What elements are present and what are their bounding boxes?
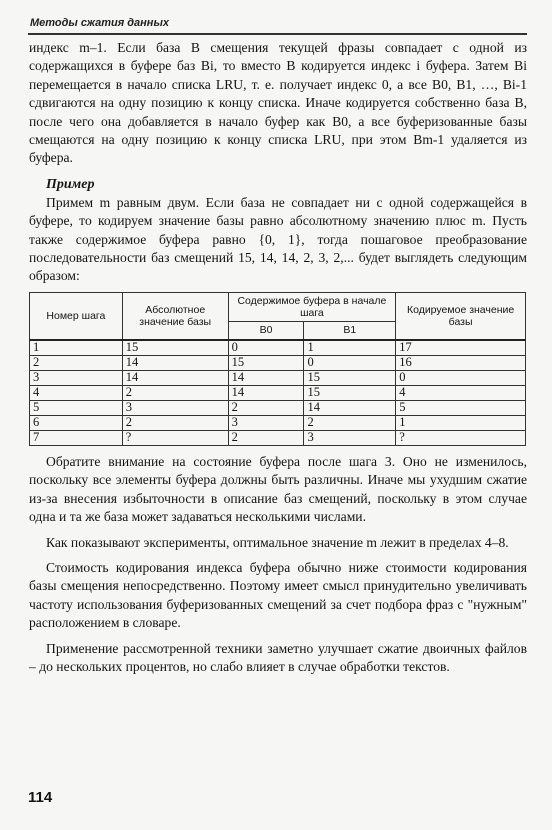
table-row	[30, 355, 526, 370]
buffer-steps-table	[29, 292, 526, 446]
cell-step: 3	[30, 370, 123, 385]
cell-b0: 14	[228, 370, 304, 385]
body-paragraph-buffer-note: Обратите внимание на состояние буфера после шага 3. Оно не изменилось, поскольку все элементы буфера должны быть различны. Иначе мы ухудшим сжатие из-за внесения избыточности в описание баз смещений, поскольку в этом случае одна и та же база может задаваться несколькими числами.	[29, 453, 527, 525]
example-heading: Пример	[46, 176, 95, 192]
cell-absolute: 2	[122, 415, 228, 430]
body-paragraph-conclusion: Применение рассмотренной техники заметно улучшает сжатие двоичных файлов – до нескольких процентов, но слабо влияет в случае обработки текстов.	[29, 640, 527, 674]
page-body	[29, 39, 527, 676]
example-paragraph: Примем m равным двум. Если база не совпадает ни с одной содержащейся в буфере, то кодируем значение базы равно абсолютному значению плюс m. Пусть также содержимое буфера равно {0, 1}, тогда пошаговое преобразование последовательности баз смещений 15, 14, 14, 2, 3, 2,... будет выглядеть следующим образом:	[29, 194, 527, 284]
cell-b1: 15	[304, 385, 396, 400]
cell-absolute: 14	[122, 370, 228, 385]
table-row	[30, 430, 526, 445]
col-header-absolute: Абсолютное значение базы	[122, 292, 228, 340]
cell-absolute: 2	[122, 385, 228, 400]
cell-step: 1	[30, 340, 123, 356]
col-header-step: Номер шага	[30, 292, 123, 340]
table-row	[30, 340, 526, 356]
cell-step: 4	[30, 385, 123, 400]
cell-step: 6	[30, 415, 123, 430]
col-header-encoded: Кодируемое значение базы	[396, 292, 526, 340]
cell-encoded: 0	[396, 370, 526, 385]
cell-absolute: ?	[122, 430, 228, 445]
table-row	[30, 415, 526, 430]
cell-b0: 14	[228, 385, 304, 400]
intro-paragraph: индекс m–1. Если база B смещения текущей фразы совпадает с одной из содержащихся в буфере баз Bi, то вместо B кодируется индекс i буфера. Затем Bi перемещается в начало списка LRU, т. е. получает индекс 0, а все B0, B1, …, Bi-1 сдвигаются на одну позицию к концу списка. Иначе кодируется собственно база B, после чего она добавляется в начало буфер как B0, а все буферизованные базы смещаются на одну позицию к концу списка LRU, при этом Bm-1 удаляется из буфера.	[29, 40, 527, 166]
cell-encoded: 4	[396, 385, 526, 400]
cell-b1: 15	[304, 370, 396, 385]
table-row	[30, 370, 526, 385]
cell-b1: 14	[304, 400, 396, 415]
cell-step: 5	[30, 400, 123, 415]
col-header-buffer: Содержимое буфера в начале шага	[228, 292, 396, 321]
cell-step: 2	[30, 355, 123, 370]
cell-absolute: 14	[122, 355, 228, 370]
table-row	[30, 385, 526, 400]
page-number: 114	[28, 789, 53, 806]
cell-b0: 2	[228, 400, 304, 415]
cell-b0: 15	[228, 355, 304, 370]
cell-absolute: 3	[122, 400, 228, 415]
col-header-b0: B0	[228, 321, 304, 340]
body-paragraph-optimal-m: Как показывают эксперименты, оптимальное значение m лежит в пределах 4–8.	[46, 534, 509, 550]
cell-b1: 0	[304, 355, 396, 370]
cell-step: 7	[30, 430, 123, 445]
cell-b1: 3	[304, 430, 396, 445]
cell-encoded: ?	[396, 430, 526, 445]
cell-b1: 1	[304, 340, 396, 356]
cell-encoded: 17	[396, 340, 526, 356]
cell-b0: 0	[228, 340, 304, 356]
cell-encoded: 1	[396, 415, 526, 430]
running-header: Методы сжатия данных	[30, 17, 169, 29]
cell-absolute: 15	[122, 340, 228, 356]
cell-b1: 2	[304, 415, 396, 430]
header-rule	[28, 33, 527, 35]
table-row	[30, 400, 526, 415]
cell-encoded: 5	[396, 400, 526, 415]
cell-b0: 3	[228, 415, 304, 430]
col-header-b1: B1	[304, 321, 396, 340]
cell-b0: 2	[228, 430, 304, 445]
body-paragraph-index-cost: Стоимость кодирования индекса буфера обычно ниже стоимости кодирования базы смещения непосредственно. Поэтому имеет смысл принудительно увеличивать частоту использования буферизованных смещений за счет подбора фраз с "нужным" расположением в словаре.	[29, 559, 527, 631]
cell-encoded: 16	[396, 355, 526, 370]
